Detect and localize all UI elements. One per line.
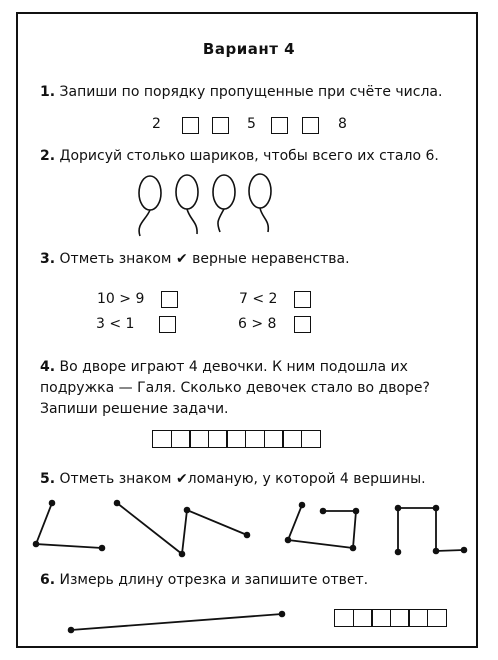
task-1-number-2: 2 — [152, 116, 161, 132]
task-1-number: 1. — [40, 84, 56, 100]
balloon-1 — [139, 176, 161, 236]
task-5-number: 5. — [40, 471, 56, 487]
check-mark-icon: ✔ — [175, 471, 188, 487]
inequality-4: 6 > 8 — [238, 316, 277, 332]
task-3-number: 3. — [40, 251, 56, 267]
task-1-number-8: 8 — [338, 116, 347, 132]
polyline-2 — [115, 501, 250, 557]
balloon-3 — [213, 175, 235, 232]
balloon-4 — [249, 174, 271, 232]
inequality-2: 3 < 1 — [96, 316, 135, 332]
task-3-text-after: верные неравенства. — [192, 251, 350, 267]
polyline-1 — [34, 501, 105, 551]
polyline-4 — [396, 506, 467, 555]
task-4-line-2: подружка — Галя. Сколько девочек стало во дворе? — [40, 380, 430, 396]
task-4-line-3: Запиши решение задачи. — [40, 401, 229, 417]
task-2-text: Дорисуй столько шариков, чтобы всего их стало 6. — [59, 148, 439, 164]
check-mark-icon: ✔ — [175, 251, 188, 267]
page-title: Вариант 4 — [202, 40, 296, 58]
balloon-2 — [176, 175, 198, 234]
segment-to-measure — [69, 612, 285, 633]
task-4-line-1: Во дворе играют 4 девочки. К ним подошла их — [59, 359, 408, 375]
inequality-1: 10 > 9 — [97, 291, 145, 307]
task-6-text: Измерь длину отрезка и запишите ответ. — [59, 572, 369, 588]
inequality-3: 7 < 2 — [239, 291, 278, 307]
task-5-text-after: ломаную, у которой 4 вершины. — [187, 471, 426, 487]
task-2-number: 2. — [40, 148, 56, 164]
task-5-text-before: Отметь знаком — [59, 471, 172, 487]
task-4-number: 4. — [40, 359, 56, 375]
task-6-number: 6. — [40, 572, 56, 588]
task-1-number-5: 5 — [247, 116, 256, 132]
task-1-text: Запиши по порядку пропущенные при счёте числа. — [59, 84, 443, 100]
polyline-3 — [286, 503, 359, 551]
task-3-text-before: Отметь знаком — [59, 251, 172, 267]
